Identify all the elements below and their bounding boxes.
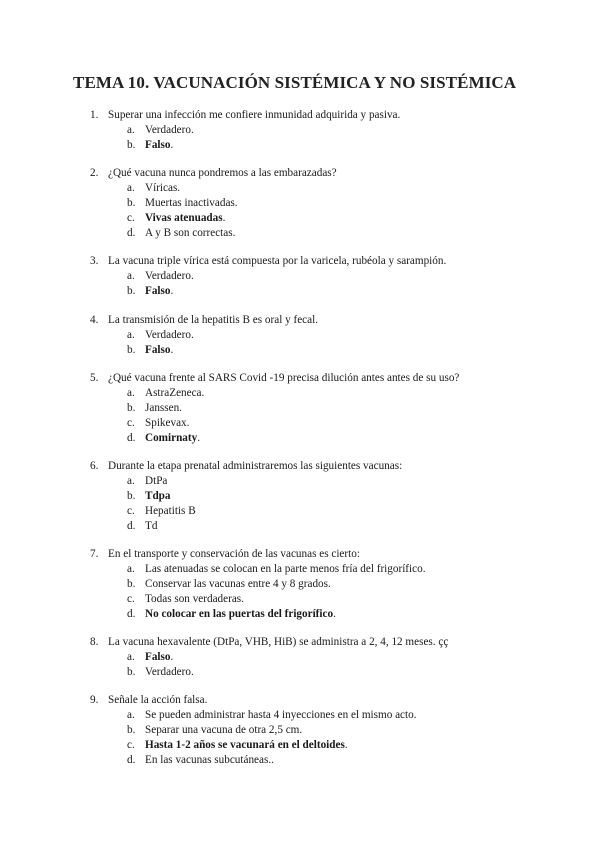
option-text-container	[145, 123, 194, 138]
option-text-container	[145, 181, 180, 196]
option-letter: a.	[127, 387, 135, 399]
question-text: En el transporte y conservación de las vacunas es cierto:	[108, 548, 360, 560]
answer-option	[0, 592, 600, 607]
option-letter: a.	[127, 651, 135, 663]
answer-option	[0, 562, 600, 577]
question-text: La transmisión de la hepatitis B es oral y fecal.	[108, 314, 319, 326]
option-text: En las vacunas subcutáneas..	[145, 754, 274, 766]
option-text-container	[145, 607, 336, 622]
question-3	[0, 254, 600, 299]
question-text: La vacuna hexavalente (DtPa, VHB, HiB) se administra a 2, 4, 12 meses. çç	[108, 636, 449, 648]
option-text-tail: .	[197, 432, 200, 444]
question-text: ¿Qué vacuna frente al SARS Covid -19 precisa dilución antes antes de su uso?	[108, 372, 460, 384]
question-5	[0, 371, 600, 446]
option-text-tail: .	[170, 651, 174, 663]
option-letter: a.	[127, 475, 135, 487]
question-4	[0, 313, 600, 358]
option-text: A y B son correctas.	[145, 227, 236, 239]
question-8	[0, 635, 600, 680]
question-number: 5.	[90, 372, 99, 384]
option-letter: b.	[127, 344, 136, 356]
option-letter: a.	[127, 329, 135, 341]
option-letter: d.	[127, 432, 136, 444]
answer-option	[0, 577, 600, 592]
answer-option	[0, 607, 600, 622]
answer-option	[0, 196, 600, 211]
option-text-container	[145, 343, 173, 358]
question-line	[0, 313, 600, 328]
answer-option	[0, 665, 600, 680]
option-text-container	[145, 431, 200, 446]
answer-option	[0, 650, 600, 665]
option-text-container	[145, 562, 426, 577]
answer-option	[0, 708, 600, 723]
question-number: 7.	[90, 548, 99, 560]
answer-option	[0, 753, 600, 768]
option-text-tail: .	[344, 739, 348, 751]
option-text: Separar una vacuna de otra 2,5 cm.	[145, 724, 303, 736]
option-text: Víricas.	[145, 182, 181, 194]
option-text-container	[145, 592, 244, 607]
option-text-container	[145, 489, 171, 504]
option-text: Spikevax.	[145, 417, 190, 429]
option-text: Todas son verdaderas.	[145, 593, 244, 605]
option-letter: b.	[127, 402, 136, 414]
question-text: Superar una infección me confiere inmunidad adquirida y pasiva.	[108, 109, 401, 121]
answer-option	[0, 284, 600, 299]
page-title: TEMA 10. VACUNACIÓN SISTÉMICA Y NO SISTÉMICA	[73, 73, 517, 92]
option-letter: b.	[127, 139, 136, 151]
question-line	[0, 254, 600, 269]
question-line	[0, 635, 600, 650]
option-text-tail: .	[333, 608, 336, 620]
answer-option	[0, 416, 600, 431]
option-text: Td	[145, 520, 158, 532]
answer-option	[0, 504, 600, 519]
question-line	[0, 693, 600, 708]
option-letter: a.	[127, 124, 135, 136]
question-line	[0, 166, 600, 181]
answer-option	[0, 519, 600, 534]
answer-option	[0, 226, 600, 241]
question-number: 6.	[90, 460, 99, 472]
option-text-container	[145, 328, 194, 343]
question-number: 8.	[90, 636, 99, 648]
option-text-container	[145, 196, 238, 211]
question-text: Señale la acción falsa.	[108, 694, 208, 706]
answer-option	[0, 343, 600, 358]
answer-option	[0, 386, 600, 401]
question-number: 3.	[90, 255, 99, 267]
option-text-tail: .	[170, 139, 174, 151]
correct-option-text: Falso	[145, 285, 171, 297]
answer-option	[0, 401, 600, 416]
option-text: Se pueden administrar hasta 4 inyecciones en el mismo acto.	[145, 709, 417, 721]
answer-option	[0, 328, 600, 343]
option-letter: b.	[127, 666, 136, 678]
answer-option	[0, 269, 600, 284]
answer-option	[0, 138, 600, 153]
option-text-container	[145, 577, 331, 592]
correct-option-text: Comirnaty	[145, 432, 198, 444]
option-text-container	[145, 474, 167, 489]
correct-option-text: Tdpa	[145, 490, 171, 502]
option-text-tail: .	[222, 212, 226, 224]
answer-option	[0, 181, 600, 196]
answer-option	[0, 123, 600, 138]
correct-option-text: Falso	[145, 651, 171, 663]
question-line	[0, 108, 600, 123]
correct-option-text: Hasta 1-2 años se vacunará en el deltoides	[145, 739, 345, 751]
correct-option-text: Vivas atenuadas	[145, 212, 223, 224]
option-text-container	[145, 665, 194, 680]
option-text-container	[145, 386, 204, 401]
correct-option-text: No colocar en las puertas del frigorífico	[145, 608, 334, 620]
question-line	[0, 547, 600, 562]
option-letter: d.	[127, 520, 136, 532]
option-text-container	[145, 269, 194, 284]
option-text-container	[145, 753, 274, 768]
option-text-tail: .	[170, 344, 174, 356]
option-letter: c.	[127, 505, 135, 517]
option-text: Las atenuadas se colocan en la parte menos fría del frigorífico.	[145, 563, 426, 575]
option-letter: c.	[127, 593, 135, 605]
option-text-container	[145, 211, 225, 226]
question-9	[0, 693, 600, 768]
question-number: 1.	[90, 109, 99, 121]
option-text-container	[145, 650, 173, 665]
option-text: Conservar las vacunas entre 4 y 8 grados.	[145, 578, 331, 590]
option-letter: b.	[127, 197, 136, 209]
question-number: 2.	[90, 167, 99, 179]
option-text: Verdadero.	[145, 666, 194, 678]
correct-option-text: Falso	[145, 344, 171, 356]
question-number: 9.	[90, 694, 99, 706]
option-letter: a.	[127, 182, 135, 194]
option-text-container	[145, 723, 302, 738]
option-text: Verdadero.	[145, 329, 194, 341]
option-text-container	[145, 284, 173, 299]
option-text: Verdadero.	[145, 270, 194, 282]
option-letter: d.	[127, 754, 136, 766]
option-letter: a.	[127, 270, 135, 282]
option-letter: d.	[127, 227, 136, 239]
option-text-container	[145, 738, 348, 753]
option-letter: c.	[127, 417, 135, 429]
question-2	[0, 166, 600, 241]
option-text: Muertas inactivadas.	[145, 197, 238, 209]
option-letter: b.	[127, 724, 136, 736]
answer-option	[0, 474, 600, 489]
option-letter: d.	[127, 608, 136, 620]
option-text-tail: .	[170, 285, 174, 297]
answer-option	[0, 723, 600, 738]
option-letter: c.	[127, 212, 135, 224]
answer-option	[0, 211, 600, 226]
option-letter: b.	[127, 285, 136, 297]
option-text-container	[145, 504, 196, 519]
correct-option-text: Falso	[145, 139, 171, 151]
option-text-container	[145, 416, 189, 431]
option-letter: a.	[127, 563, 135, 575]
option-text-container	[145, 401, 182, 416]
option-letter: c.	[127, 739, 135, 751]
option-text-container	[145, 708, 417, 723]
answer-option	[0, 431, 600, 446]
option-text-container	[145, 226, 235, 241]
question-text: ¿Qué vacuna nunca pondremos a las embarazadas?	[108, 167, 337, 179]
question-line	[0, 459, 600, 474]
option-text: DtPa	[145, 475, 168, 487]
question-1	[0, 108, 600, 153]
option-letter: b.	[127, 578, 136, 590]
option-letter: b.	[127, 490, 136, 502]
question-number: 4.	[90, 314, 99, 326]
answer-option	[0, 489, 600, 504]
option-text: AstraZeneca.	[145, 387, 205, 399]
option-text-container	[145, 138, 173, 153]
question-6	[0, 459, 600, 534]
option-text-container	[145, 519, 157, 534]
answer-option	[0, 738, 600, 753]
question-line	[0, 371, 600, 386]
option-text: Verdadero.	[145, 124, 194, 136]
question-7	[0, 547, 600, 622]
option-text: Janssen.	[145, 402, 182, 414]
option-text: Hepatitis B	[145, 505, 196, 517]
option-letter: a.	[127, 709, 135, 721]
question-text: Durante la etapa prenatal administraremos las siguientes vacunas:	[108, 460, 403, 472]
question-text: La vacuna triple vírica está compuesta por la varicela, rubéola y sarampión.	[108, 255, 447, 267]
